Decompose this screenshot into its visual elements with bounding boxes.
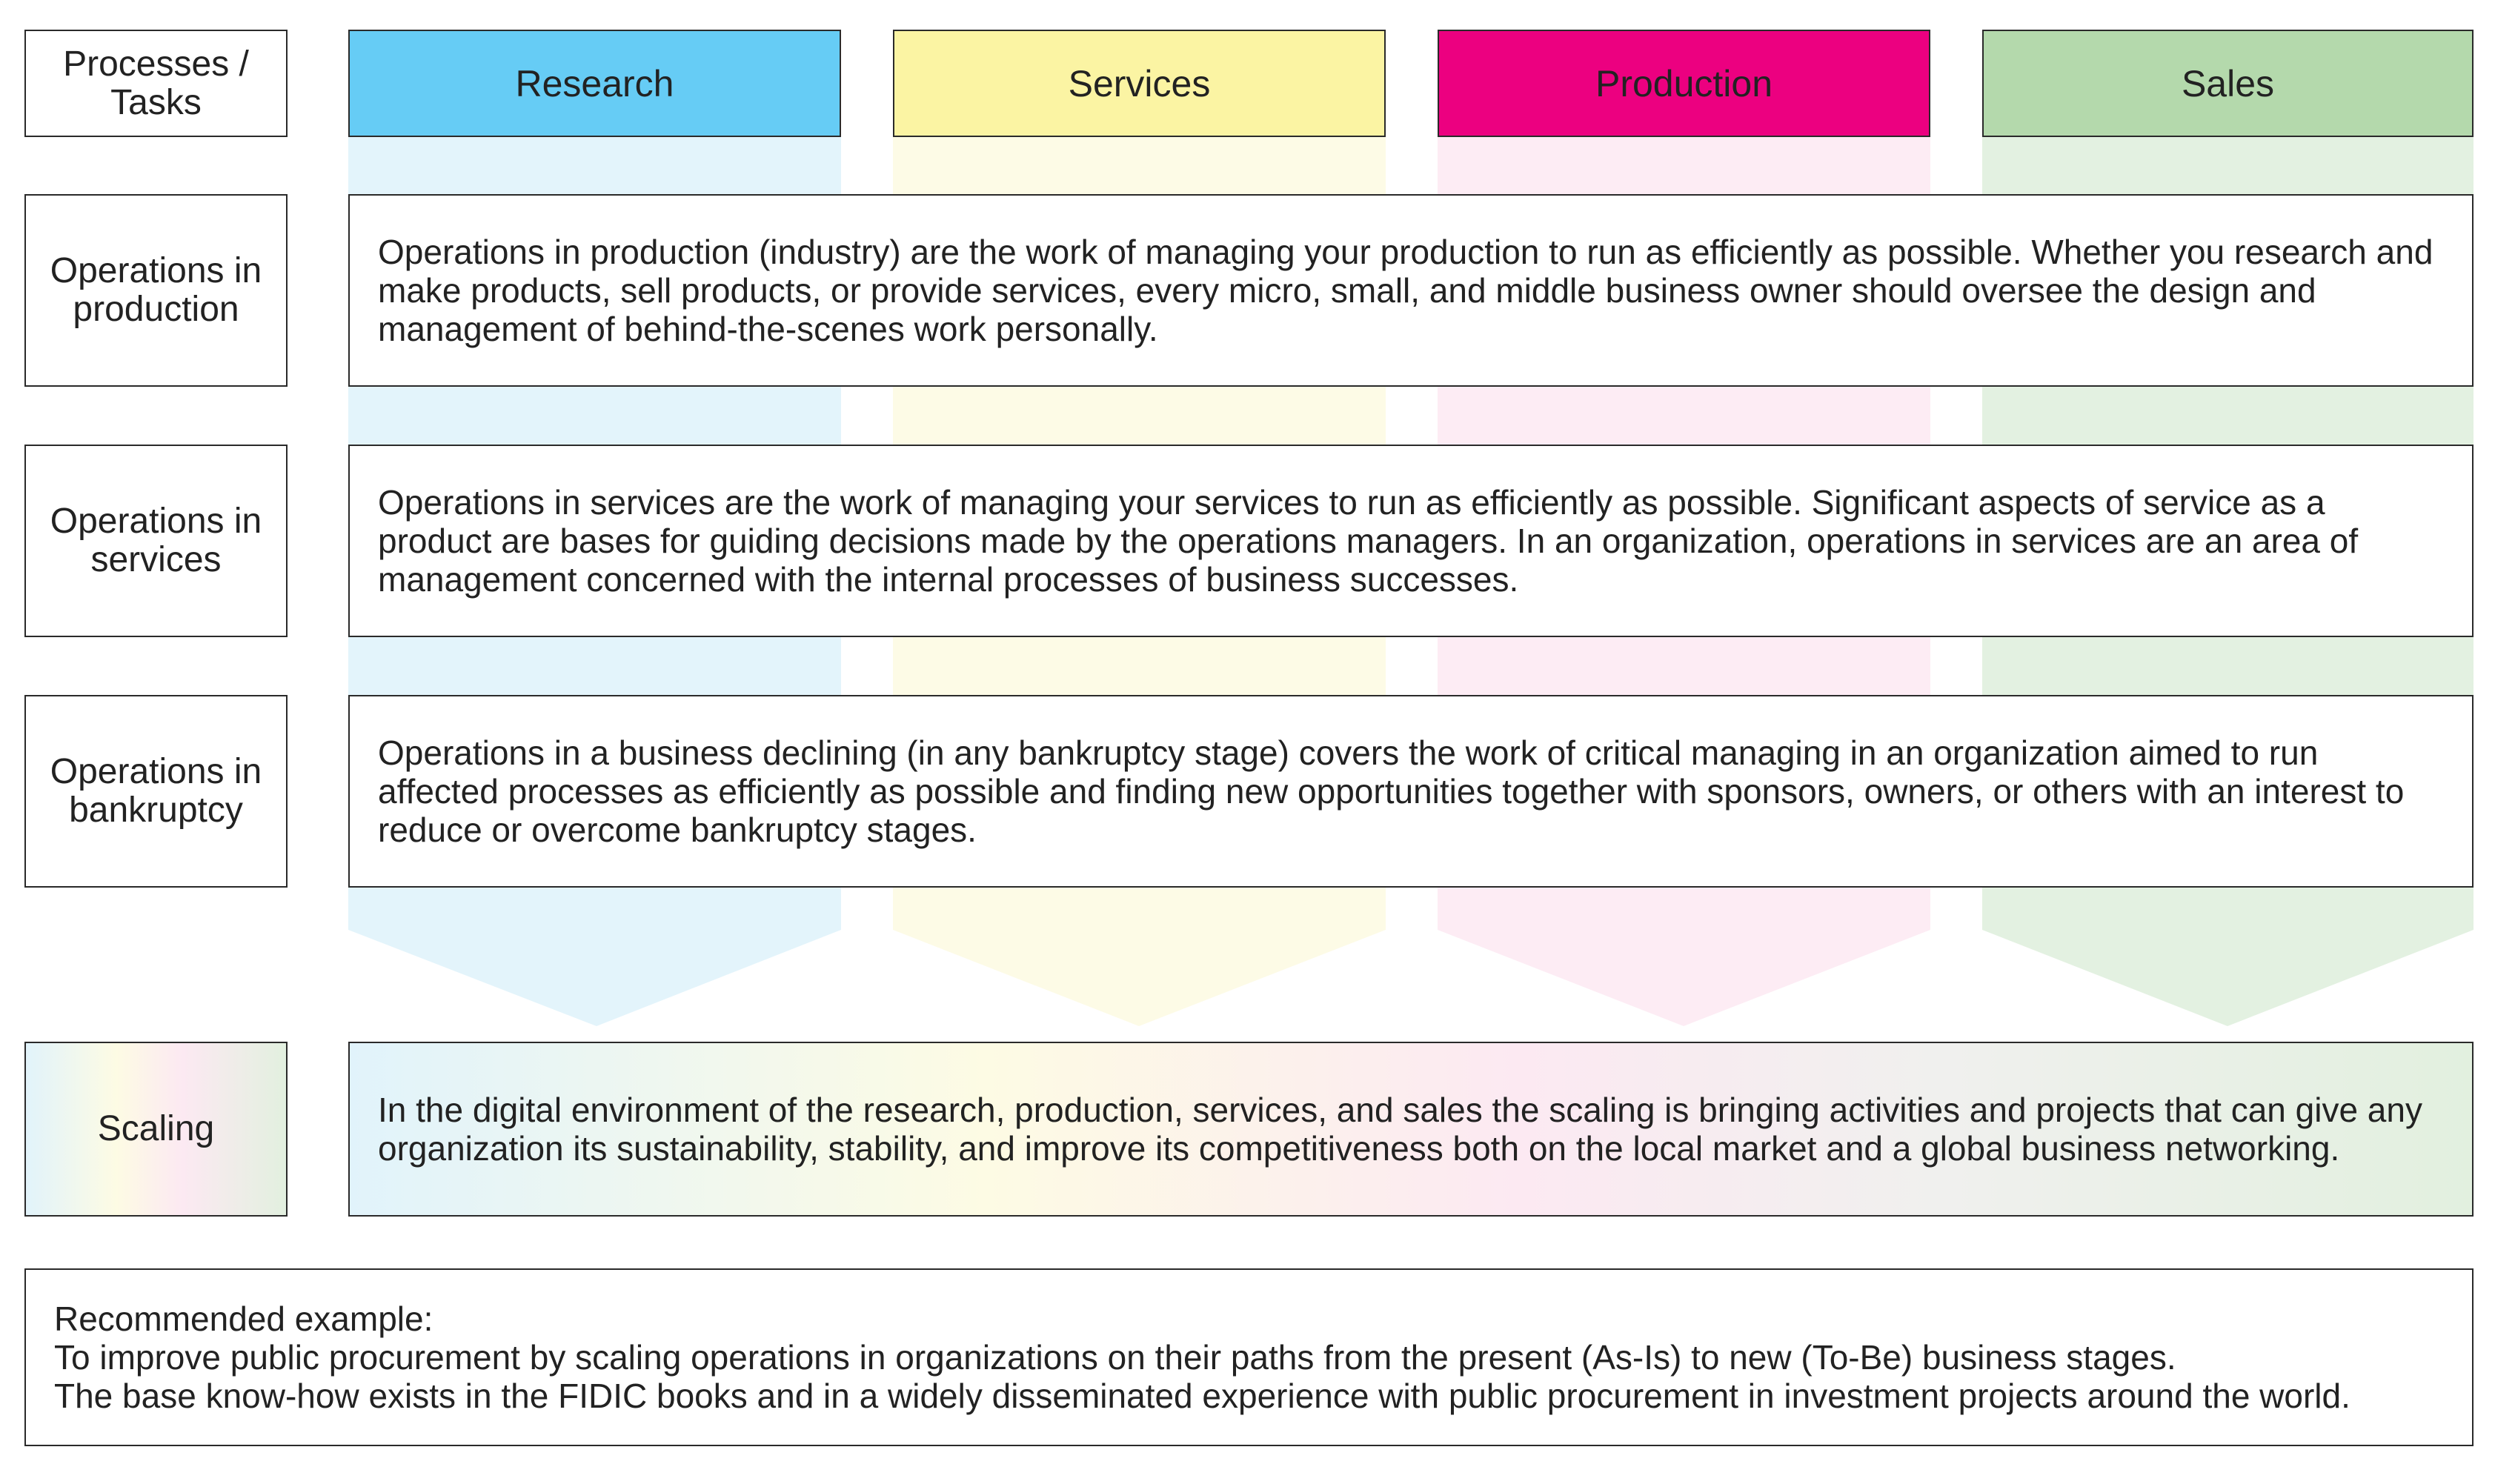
row-label-services-text: Operations in services — [50, 502, 262, 579]
research-label: Research — [515, 62, 674, 104]
research-header — [348, 30, 841, 137]
recommendation-heading: Recommended example: — [54, 1300, 433, 1338]
production-header — [1438, 30, 1930, 137]
processes-tasks-header — [24, 30, 288, 137]
row-text-production — [348, 194, 2474, 387]
services-header — [893, 30, 1386, 137]
row-label-bankruptcy-text: Operations in bankruptcy — [50, 752, 262, 830]
row-label-production-text: Operations in production — [50, 251, 262, 329]
scaling-label: Scaling — [97, 1109, 215, 1148]
recommendation-box — [24, 1268, 2474, 1446]
row-label-bankruptcy — [24, 695, 288, 888]
row-text-services-content: Operations in services are the work of managing your services to run as efficiently as possible. Significant aspects of service as a product are bases for guiding decisions made by the operations managers. In an organization, operations in services are an area of management concerned with the internal processes of business successes. — [378, 483, 2359, 599]
processes-tasks-label: Processes / Tasks — [63, 44, 249, 122]
scaling-label-box — [24, 1042, 288, 1217]
scaling-text-box — [348, 1042, 2474, 1217]
row-text-services — [348, 445, 2474, 637]
scaling-text: In the digital environment of the research, production, services, and sales the scaling is bringing activities and projects that can give any organization its sustainability, stability, and improve its competitiveness both on the local market and a global business networking. — [378, 1091, 2422, 1168]
sales-header — [1982, 30, 2474, 137]
recommendation-line-2: The base know-how exists in the FIDIC books and in a widely disseminated experience with public procurement in investment projects around the world. — [54, 1377, 2351, 1415]
production-label: Production — [1595, 62, 1773, 104]
recommendation-line-1: To improve public procurement by scaling operations in organizations on their paths from the present (As-Is) to new (To-Be) business stages. — [54, 1338, 2176, 1377]
sales-label: Sales — [2181, 62, 2275, 104]
row-label-production — [24, 194, 288, 387]
row-label-services — [24, 445, 288, 637]
row-text-bankruptcy-content: Operations in a business declining (in any bankruptcy stage) covers the work of critical managing in an organization aimed to run affected processes as efficiently as possible and finding new opportunities together with sponsors, owners, or others with an interest to reduce or overcome bankruptcy stages. — [378, 733, 2405, 849]
row-text-production-content: Operations in production (industry) are the work of managing your production to run as efficiently as possible. Whether you research and make products, sell products, or provide services, every micro, small, and middle business owner should oversee the design and management of behind-the-scenes work personally. — [378, 233, 2433, 348]
row-text-bankruptcy — [348, 695, 2474, 888]
services-label: Services — [1068, 62, 1211, 104]
